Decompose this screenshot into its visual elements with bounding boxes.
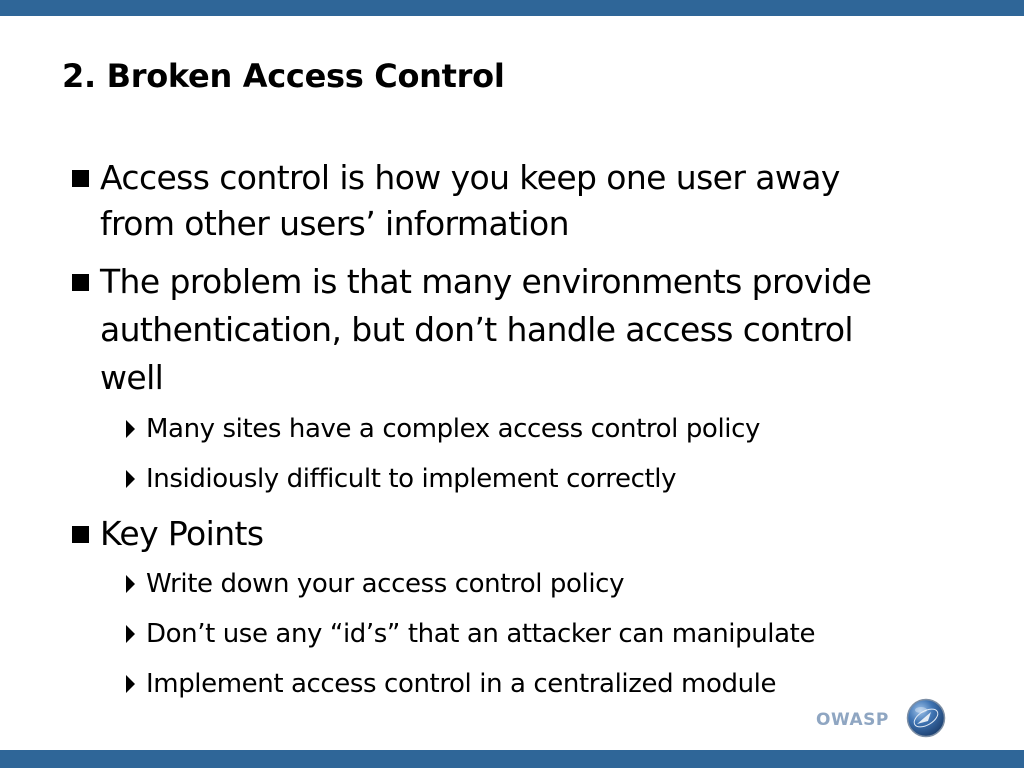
bullet-line: The problem is that many environments provide (100, 262, 872, 301)
bullet-problem (100, 258, 871, 306)
bullet-line: Key Points (100, 514, 264, 553)
sub-bullet-ids (146, 614, 815, 654)
sub-bullet-text: Implement access control in a centralized module (146, 669, 777, 699)
bullet-problem-cont-2 (100, 354, 163, 402)
bullet-key-points (100, 510, 263, 558)
sub-bullet-text: Insidiously difficult to implement correctly (146, 464, 677, 494)
square-bullet-icon (72, 274, 89, 291)
square-bullet-icon (72, 526, 89, 543)
triangle-bullet-icon (126, 575, 135, 593)
triangle-bullet-icon (126, 420, 135, 438)
sub-bullet-text: Don’t use any “id’s” that an attacker can manipulate (146, 619, 816, 649)
owasp-logo-icon (906, 698, 946, 738)
slide-title: 2. Broken Access Control (62, 57, 505, 95)
bullet-line: Access control is how you keep one user away (100, 158, 840, 197)
sub-bullet-difficult (146, 459, 676, 499)
bullet-access-control-definition-cont (100, 200, 569, 248)
bullet-problem-cont-1 (100, 306, 853, 354)
bullet-line: authentication, but don’t handle access control (100, 310, 853, 349)
sub-bullet-complex-policy (146, 409, 760, 449)
sub-bullet-text: Write down your access control policy (146, 569, 625, 599)
bullet-line: well (100, 358, 164, 397)
bottom-accent-bar (0, 750, 1024, 768)
bullet-access-control-definition (100, 154, 840, 202)
square-bullet-icon (72, 170, 89, 187)
triangle-bullet-icon (126, 625, 135, 643)
owasp-logo-text: OWASP (816, 710, 889, 730)
sub-bullet-centralized (146, 664, 776, 704)
triangle-bullet-icon (126, 470, 135, 488)
sub-bullet-write-policy (146, 564, 624, 604)
triangle-bullet-icon (126, 675, 135, 693)
sub-bullet-text: Many sites have a complex access control policy (146, 414, 760, 444)
top-accent-bar (0, 0, 1024, 16)
bullet-line: from other users’ information (100, 204, 569, 243)
